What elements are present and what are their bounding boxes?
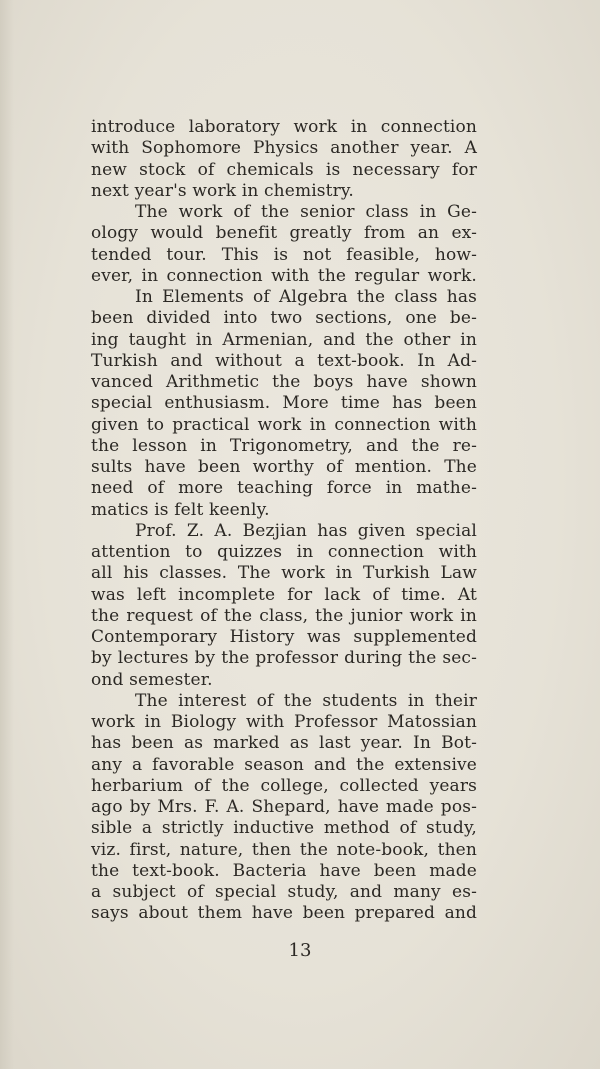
text-line: tended tour. This is not feasible, how- [91, 244, 477, 265]
text-line: says about them have been prepared and [91, 903, 477, 924]
paragraph [91, 202, 477, 287]
paragraph [91, 521, 477, 691]
text-line: the lesson in Trigonometry, and the re- [91, 435, 477, 456]
text-line: ology would benefit greatly from an ex- [91, 223, 477, 244]
text-line: work in Biology with Professor Matossian [91, 712, 477, 732]
text-line: has been as marked as last year. In Bot- [91, 733, 477, 754]
text-line: In Elements of Algebra the class has [135, 287, 477, 307]
text-line: The interest of the students in their [135, 690, 477, 711]
text-line: matics is felt keenly. [91, 499, 270, 520]
text-line: vanced Arithmetic the boys have shown [91, 372, 477, 392]
text-line: introduce laboratory work in connection [91, 117, 477, 137]
text-line: need of more teaching force in mathe- [91, 478, 477, 499]
text-line: next year's work in chemistry. [91, 180, 354, 201]
text-line: viz. first, nature, then the note-book, then [91, 839, 477, 860]
text-line: sults have been worthy of mention. The [91, 457, 477, 477]
page-edge-shadow [0, 0, 14, 1069]
text-line: attention to quizzes in connection with [91, 542, 477, 562]
text-line: Contemporary History was supplemented [91, 627, 477, 647]
text-line: the text-book. Bacteria have been made [91, 860, 477, 881]
text-line: ago by Mrs. F. A. Shepard, have made pos- [91, 797, 477, 817]
text-line: ing taught in Armenian, and the other in [91, 329, 477, 350]
text-line: ever, in connection with the regular work. [91, 265, 477, 286]
text-line: sible a strictly inductive method of study, [91, 818, 477, 839]
text-line: herbarium of the college, collected years [91, 775, 477, 796]
text-line: new stock of chemicals is necessary for [91, 159, 477, 180]
text-line: special enthusiasm. More time has been [91, 393, 477, 414]
text-line: Prof. Z. A. Bezjian has given special [135, 520, 477, 541]
body-text [91, 117, 477, 925]
text-line: any a favorable season and the extensive [91, 754, 477, 775]
text-line: by lectures by the professor during the sec- [91, 648, 477, 669]
text-line: a subject of special study, and many es- [91, 882, 477, 902]
text-line: was left incomplete for lack of time. At [91, 584, 477, 605]
text-line: been divided into two sections, one be- [91, 308, 477, 329]
paragraph [91, 117, 477, 202]
text-line: The work of the senior class in Ge- [135, 202, 477, 222]
text-line: all his classes. The work in Turkish Law [91, 563, 477, 584]
page-number: 13 [288, 940, 312, 961]
text-line: with Sophomore Physics another year. A [91, 138, 477, 159]
text-line: ond semester. [91, 669, 213, 690]
text-line: Turkish and without a text-book. In Ad- [91, 350, 477, 371]
paragraph [91, 691, 477, 925]
paragraph [91, 287, 477, 521]
text-line: given to practical work in connection with [91, 414, 477, 435]
text-line: the request of the class, the junior work in [91, 605, 477, 626]
